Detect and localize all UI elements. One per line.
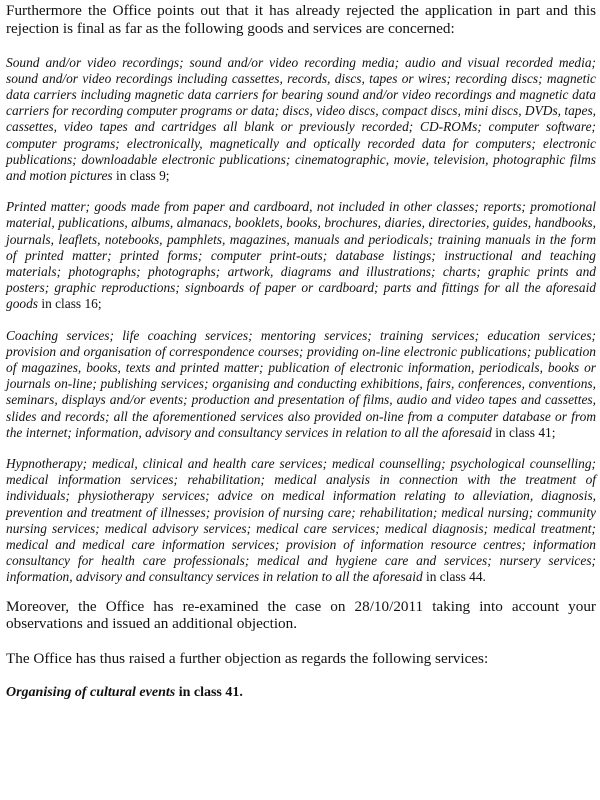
class-label: in class 41. [175, 685, 243, 701]
goods-items: Sound and/or video recordings; sound and/or video recording media; audio and visual recorded media; sound and/or video recordings including cassettes, records, discs, tapes or wires; recording discs; magnetic data carriers including magnetic data carriers for bearing sound and/or video recordings and magnetic data carriers for recording computer programs or data; discs, video discs, compact discs, mini discs, DVDs, tapes, cassettes, video tapes and cartridges all blank or previously recorded; CD-ROMs; computer software; computer programs; electronically, magnetically and optically recorded data for computers; electronic publications; downloadable electronic publications; cinematographic, movie, television, photographic films and motion pictures [6, 54, 596, 184]
class-label: in class 9; [112, 168, 170, 184]
goods-list-class-9 [6, 55, 596, 185]
document-page [6, 2, 596, 701]
further-objection-paragraph: The Office has thus raised a further objection as regards the following services: [6, 650, 489, 668]
intro-paragraph: Furthermore the Office points out that it has already rejected the application in part and this rejection is final as far as the following goods and services are concerned: [6, 2, 596, 37]
goods-list-class-16 [6, 199, 596, 312]
services-list-class-44 [6, 456, 596, 586]
class-label: in class 16; [38, 296, 102, 312]
services-list-class-41 [6, 328, 596, 441]
services-items: Coaching services; life coaching services; mentoring services; training services; education services; provision and organisation of correspondence courses; providing on-line electronic publications; publication of magazines, books, texts and printed matter; publication of electronic information, periodicals, books or journals on-line; publishing services; organising and conducting exhibitions, fairs, conferences, conventions, seminars, displays and/or events; production and presentation of films, audio and video tapes and cassettes, slides and records; all the aforementioned services also provided on-line from a computer database or from the internet; information, advisory and consultancy services in relation to all the aforesaid [6, 327, 596, 440]
services-items: Hypnotherapy; medical, clinical and health care services; medical counselling; psychological counselling; medical information services; rehabilitation; medical analysis in connection with the treatment of individuals; physiotherapy services; advice on medical information relating to alleviation, diagnosis, prevention and treatment of illnesses; provision of nursing care; rehabilitation; medical nursing; community nursing services; medical advisory services; medical care services; medical diagnosis; medical treatment; medical and medical care information services; provision of information resource centres; information consultancy for health care professionals; medical and hygiene care and services; nursery services; information, advisory and consultancy services in relation to all the aforesaid [6, 456, 596, 585]
class-label: in class 41; [491, 424, 556, 440]
objected-services [6, 685, 596, 701]
objected-services-items: Organising of cultural events [6, 685, 176, 701]
goods-items: Printed matter; goods made from paper and cardboard, not included in other classes; reports; promotional material, publications, albums, almanacs, booklets, books, brochures, diaries, directories, guides, handbooks, journals, leaflets, notebooks, pamphlets, magazines, manuals and periodicals; training manuals in the form of printed matter; printed forms; computer print-outs; database listings; instructional and teaching materials; photographs; photographs; artwork, diagrams and illustrations; charts; graphic prints and posters; graphic reproductions; signboards of paper or cardboard; parts and fittings for all the aforesaid goods [6, 199, 596, 312]
class-label: in class 44. [422, 569, 486, 585]
reexamination-paragraph: Moreover, the Office has re-examined the case on 28/10/2011 taking into account your observations and issued an additional objection. [6, 597, 596, 633]
